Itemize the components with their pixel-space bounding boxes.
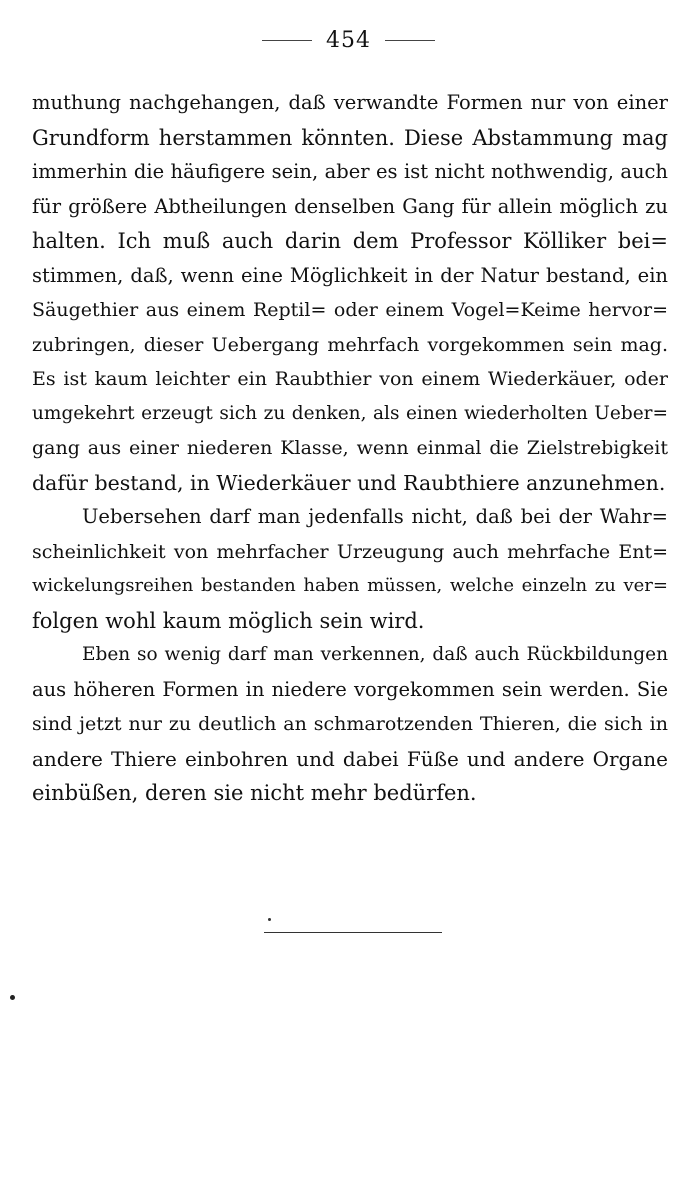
paragraph-2 (32, 500, 668, 638)
page-header (0, 28, 697, 53)
text-line: Uebersehen darf man jedenfalls nicht, daß bei der Wahr= (82, 505, 668, 528)
footer-dot (268, 918, 271, 921)
body-text (32, 86, 668, 811)
text-line: zubringen, dieser Uebergang mehrfach vorgekommen sein mag. (32, 333, 668, 356)
text-line: andere Thiere einbohren und dabei Füße und andere Organe (32, 746, 668, 771)
text-line: aus höheren Formen in niedere vorgekommen sein werden. Sie (32, 677, 668, 701)
text-line: scheinlichkeit von mehrfacher Urzeugung auch mehrfache Ent= (32, 540, 668, 563)
text-line: muthung nachgehangen, daß verwandte Formen nur von einer (32, 91, 668, 114)
header-rule-right (385, 40, 435, 41)
text-line: dafür bestand, in Wiederkäuer und Raubthiere anzunehmen. (32, 470, 666, 495)
text-line: Eben so wenig darf man verkennen, daß auch Rückbildungen (82, 644, 668, 665)
text-line: für größere Abtheilungen denselben Gang für allein möglich zu (32, 194, 668, 218)
text-line: halten. Ich muß auch darin dem Professor Kölliker bei= (32, 229, 668, 253)
text-line: gang aus einer niederen Klasse, wenn einmal die Zielstrebigkeit (32, 437, 668, 459)
margin-speck (10, 995, 15, 1000)
paragraph-1 (32, 86, 668, 500)
text-line: wickelungsreihen bestanden haben müssen, welche einzeln zu ver= (32, 575, 668, 596)
text-line: einbüßen, deren sie nicht mehr bedürfen. (32, 781, 477, 805)
text-line: Es ist kaum leichter ein Raubthier von einem Wiederkäuer, oder (32, 368, 668, 390)
page-number: 454 (326, 28, 371, 53)
text-line: Säugethier aus einem Reptil= oder einem Vogel=Keime hervor= (32, 299, 668, 321)
text-line: umgekehrt erzeugt sich zu denken, als einen wiederholten Ueber= (32, 402, 668, 424)
paragraph-3 (32, 638, 668, 811)
text-line: stimmen, daß, wenn eine Möglichkeit in der Natur bestand, ein (32, 263, 668, 287)
text-line: immerhin die häufigere sein, aber es ist nicht nothwendig, auch (32, 160, 668, 183)
header-rule-left (262, 40, 312, 41)
text-line: Grundform herstammen könnten. Diese Abstammung mag (32, 125, 668, 150)
text-line: sind jetzt nur zu deutlich an schmarotzenden Thieren, die sich in (32, 713, 668, 735)
text-line: folgen wohl kaum möglich sein wird. (32, 608, 425, 633)
footer-rule (264, 932, 442, 933)
